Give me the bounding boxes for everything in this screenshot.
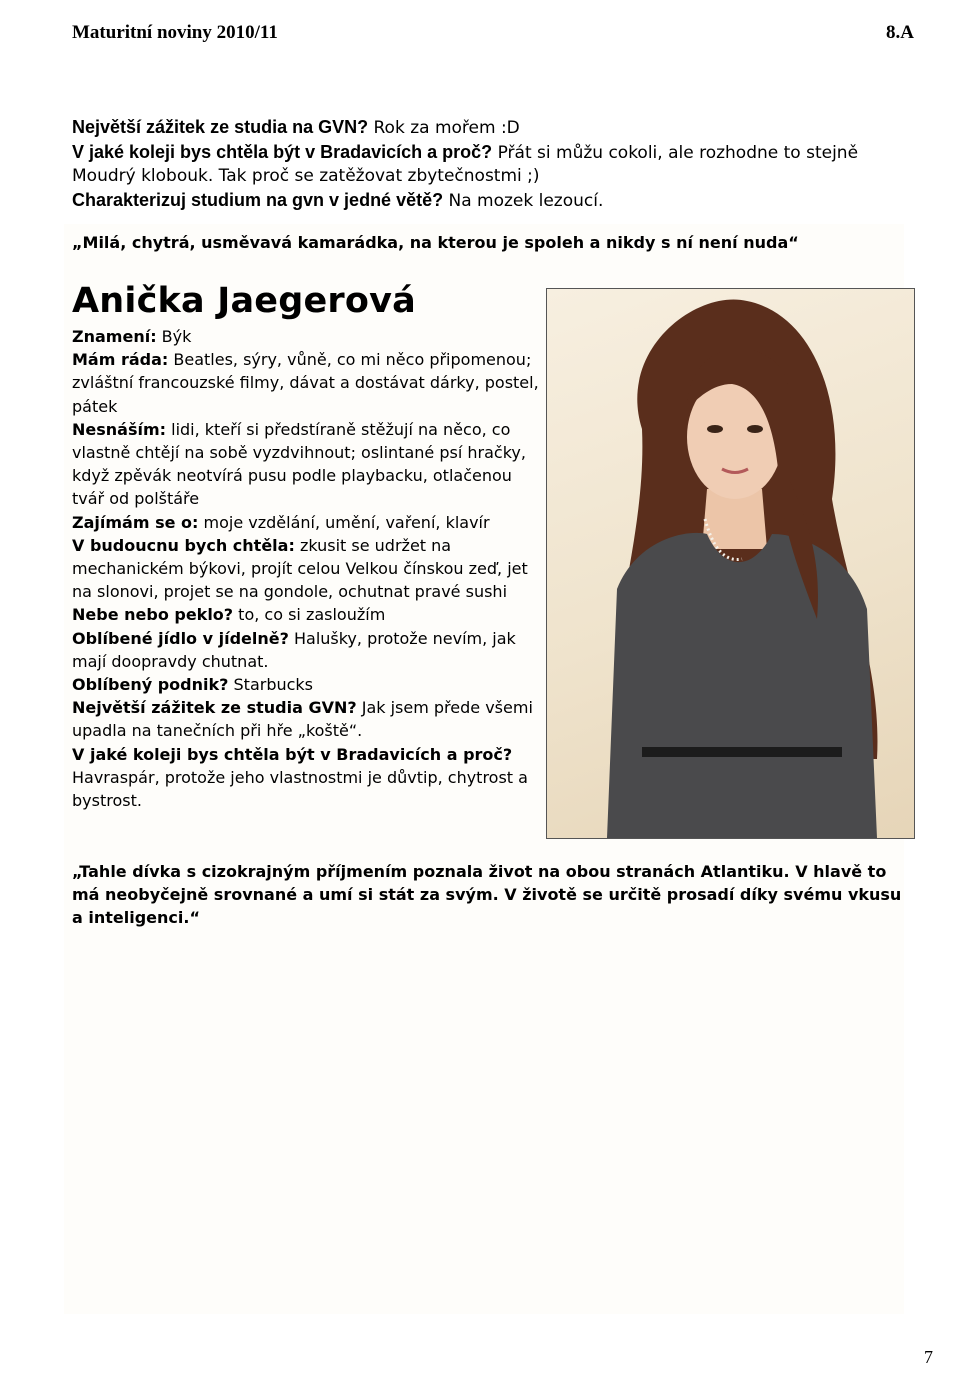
profile-item: Nebe nebo peklo? to, co si zasloužím (72, 605, 386, 625)
qa-item: Charakterizuj studium na gvn v jedné větě? Na mozek lezoucí. (72, 189, 604, 211)
portrait-illustration (547, 289, 914, 838)
profile-item: Oblíbený podnik? Starbucks (72, 675, 314, 695)
belt (642, 747, 842, 757)
student-name: Anička Jaegerová (72, 281, 416, 321)
qa-item: Největší zážitek ze studia na GVN? Rok za mořem :D (72, 117, 520, 138)
class-label: 8.A (886, 22, 914, 43)
profile-item: V budoucnu bych chtěla: zkusit se udržet na mechanickém býkovi, projít celou Velkou čínskou zeď, jet na slonovi, projet se na gondole, ochutnat pravé sushi (72, 535, 528, 602)
profile-item: Znamení: Býk (72, 327, 192, 346)
friend-quote: „Milá, chytrá, usměvavá kamarádka, na kterou je spoleh a nikdy s ní není nuda“ (72, 233, 799, 252)
newspaper-title: Maturitní noviny 2010/11 (72, 22, 278, 43)
dress (607, 533, 877, 838)
profile-details (72, 325, 542, 812)
profile-item: Nesnáším: lidi, kteří si předstíraně stěžují na něco, co vlastně chtějí na sobě vyzdvihnout; oslintané psí hračky, když zpěvák neotvírá pusu podle playbacku, otlačenou tvář od polštáře (72, 419, 526, 509)
profile-item: Zajímám se o: moje vzdělání, umění, vaření, klavír (72, 512, 490, 532)
profile-item: Oblíbené jídlo v jídelně? Halušky, protože nevím, jak mají doopravdy chutnat. (72, 628, 516, 671)
profile-item: Největší zážitek ze studia GVN? Jak jsem přede všemi upadla na tanečních při hře „koště“. (72, 698, 533, 741)
qa-item: V jaké koleji bys chtěla být v Bradavicích a proč? Přát si můžu cokoli, ale rozhodne to stejně Moudrý klobouk. Tak proč se zatěžovat zbytečnostmi ;) (72, 141, 859, 186)
profile-item: Mám ráda: Beatles, sýry, vůně, co mi něco připomenou; zvláštní francouzské filmy, dávat a dostávat dárky, postel, pátek (72, 350, 539, 416)
previous-profile-answers (72, 116, 892, 213)
class-teacher-quote: „Tahle dívka s cizokrajným příjmením poznala život na obou stranách Atlantiku. V hlavě to má neobyčejně srovnané a umí si stát za svým. V životě se určitě prosadí díky svému vkusu a inteligenci.“ (72, 862, 902, 927)
page-header (72, 22, 914, 44)
student-photo (546, 288, 915, 839)
page-number: 7 (924, 1347, 933, 1367)
profile-item: V jaké koleji bys chtěla být v Bradavicích a proč? Havraspár, protože jeho vlastnostmi je důvtip, chytrost a bystrost. (72, 744, 528, 811)
